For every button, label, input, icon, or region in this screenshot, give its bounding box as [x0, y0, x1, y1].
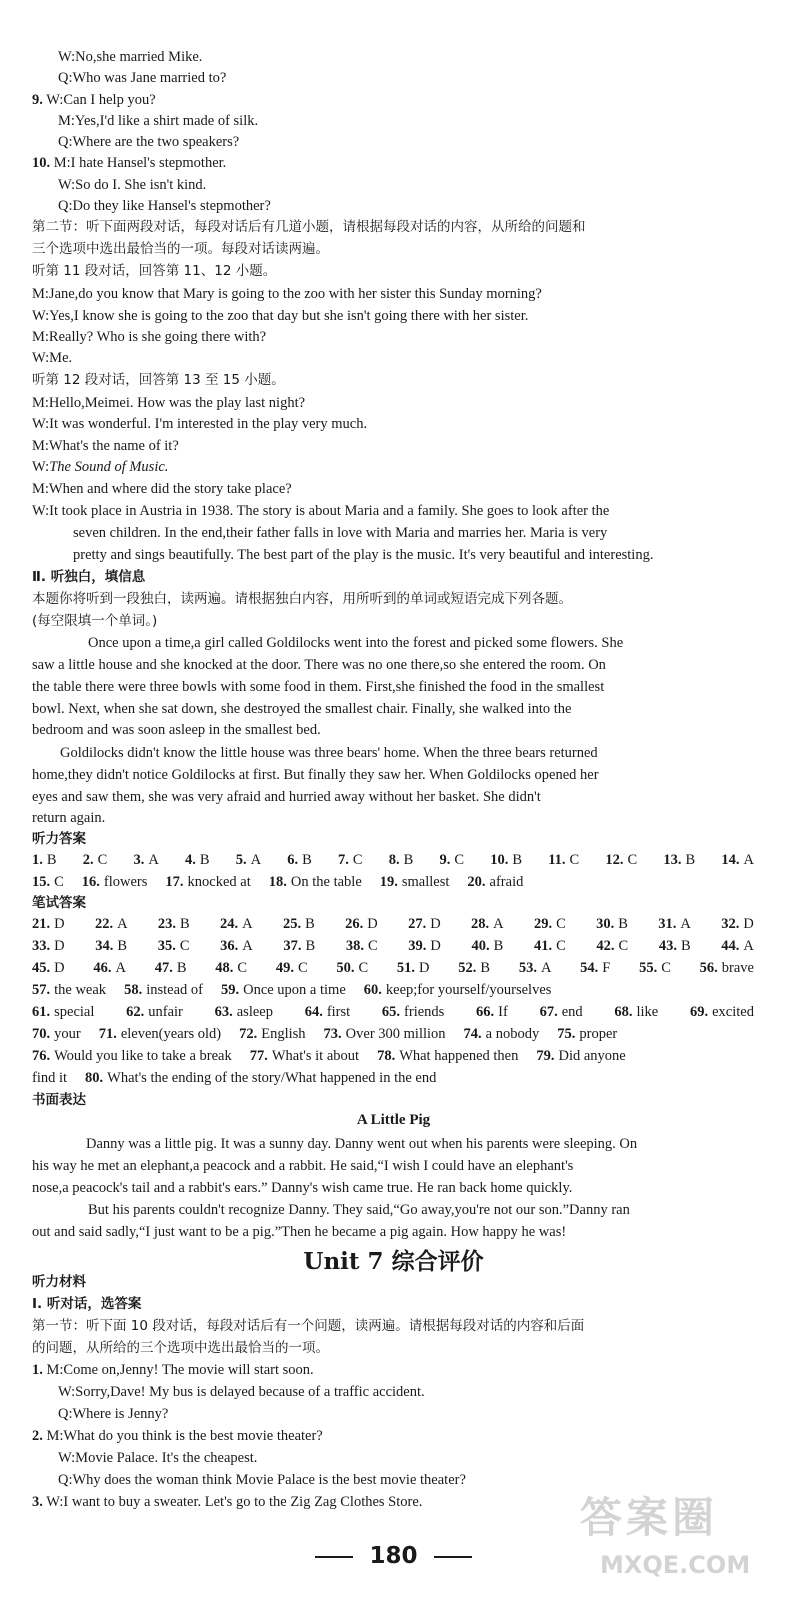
- text-line: Q:Do they like Hansel's stepmother?: [58, 198, 271, 214]
- listening-answer-row: [32, 850, 754, 870]
- answer-item: 30. B: [596, 916, 628, 932]
- answer-item: 19. smallest: [379, 874, 450, 890]
- answer-item: 43. B: [658, 938, 691, 954]
- text-line: M:Yes,I'd like a shirt made of silk.: [58, 113, 259, 129]
- answer-item: 24. A: [220, 916, 253, 932]
- watermark-url: MXQE.COM: [600, 1551, 751, 1579]
- page-number-dash-right: [434, 1556, 472, 1558]
- section-heading: 听力答案: [32, 831, 86, 847]
- written-answer-row: [32, 914, 754, 934]
- answer-item: 60. keep;for yourself/yourselves: [363, 982, 552, 998]
- text-line: 2. M:What do you think is the best movie theater?: [32, 1428, 323, 1444]
- answer-item: 8. B: [388, 852, 414, 868]
- answer-item: 48. C: [215, 960, 248, 976]
- section-heading: 笔试答案: [32, 895, 86, 911]
- text-line: 3. W:I want to buy a sweater. Let's go to the Zig Zag Clothes Store.: [32, 1494, 423, 1510]
- answer-item: 20. afraid: [467, 874, 524, 890]
- answer-item: 63. asleep: [214, 1004, 273, 1020]
- answer-item: 58. instead of: [124, 982, 203, 998]
- watermark-logo: [560, 1485, 780, 1595]
- text-line: 第一节：听下面 10 段对话，每段对话后有一个问题，读两遍。请根据每段对话的内容和后面: [32, 1318, 585, 1334]
- text-line: Danny was a little pig. It was a sunny day. Danny went out when his parents were sleeping. On: [86, 1136, 638, 1152]
- text-line: 听第 11 段对话，回答第 11、12 小题。: [32, 263, 277, 279]
- text-line: Once upon a time,a girl called Goldilocks went into the forest and picked some flowers. She: [88, 635, 624, 651]
- text-line: W:Movie Palace. It's the cheapest.: [58, 1450, 258, 1466]
- answer-item: 74. a nobody: [463, 1026, 540, 1042]
- answer-item: 5. A: [235, 852, 262, 868]
- answer-item: 39. D: [408, 938, 441, 954]
- answer-item: 21. D: [32, 916, 65, 932]
- written-answer-row: [32, 1002, 754, 1022]
- written-answer-row: [32, 936, 754, 956]
- answer-item: 10. B: [490, 852, 523, 868]
- answer-item: 59. Once upon a time: [220, 982, 346, 998]
- answer-item: 15. C: [32, 874, 64, 890]
- answer-item: 72. English: [239, 1026, 306, 1042]
- answer-item: 29. C: [534, 916, 566, 932]
- answer-item: 12. C: [605, 852, 638, 868]
- text-line: nose,a peacock's tail and a rabbit's ears.” Danny's wish came true. He ran back home quickly.: [32, 1180, 573, 1196]
- answer-item: 11. C: [548, 852, 580, 868]
- answer-item: 64. first: [304, 1004, 351, 1020]
- answer-item: 27. D: [408, 916, 441, 932]
- text-line: the table there were three bowls with some food in them. First,she finished the food in the smallest: [32, 679, 605, 695]
- answer-item: 22. A: [94, 916, 128, 932]
- answer-item: 34. B: [95, 938, 128, 954]
- section-heading: 书面表达: [32, 1092, 86, 1108]
- text-line: 10. M:I hate Hansel's stepmother.: [32, 155, 227, 171]
- answer-item: 67. end: [539, 1004, 583, 1020]
- answer-item: 52. B: [458, 960, 491, 976]
- listening-answer-row: [32, 872, 754, 892]
- answer-item: 28. A: [471, 916, 504, 932]
- text-line: return again.: [32, 810, 106, 826]
- text-line: saw a little house and she knocked at the door. There was no one there,so she entered the room. On: [32, 657, 606, 673]
- answer-item: 46. A: [93, 960, 126, 976]
- answer-item: 66. If: [476, 1004, 508, 1020]
- answer-item: 78. What happened then: [377, 1048, 519, 1064]
- written-answer-row: [32, 1068, 754, 1088]
- answer-item: 77. What's it about: [249, 1048, 360, 1064]
- text-line: 听第 12 段对话，回答第 13 至 15 小题。: [32, 372, 285, 388]
- answer-item: 17. knocked at: [165, 874, 251, 890]
- answer-item: 1. B: [32, 852, 57, 868]
- answer-item: 32. D: [721, 916, 754, 932]
- text-line: home,they didn't notice Goldilocks at first. But finally they saw her. When Goldilocks opened her: [32, 767, 599, 783]
- written-answer-row: [32, 958, 754, 978]
- answer-item: 71. eleven(years old): [98, 1026, 222, 1042]
- text-line: Q:Where are the two speakers?: [58, 134, 240, 150]
- text-line: Q:Why does the woman think Movie Palace is the best movie theater?: [58, 1472, 466, 1488]
- text-line: W:It took place in Austria in 1938. The story is about Maria and a family. She goes to look after the: [32, 503, 610, 519]
- answer-item: 50. C: [336, 960, 369, 976]
- answer-item: 44. A: [721, 938, 754, 954]
- answer-item: 73. Over 300 million: [323, 1026, 446, 1042]
- page-number-text: 180: [369, 1543, 418, 1569]
- answer-item: 35. C: [157, 938, 190, 954]
- answer-item: 62. unfair: [126, 1004, 183, 1020]
- answer-item: 31. A: [658, 916, 691, 932]
- text-line: M:Hello,Meimei. How was the play last night?: [32, 395, 306, 411]
- text-line: Q:Where is Jenny?: [58, 1406, 169, 1422]
- unit-title: Unit 7 综合评价: [303, 1248, 484, 1275]
- text-line: W:No,she married Mike.: [58, 49, 203, 65]
- answer-item: 54. F: [580, 960, 611, 976]
- text-line: eyes and saw them, she was very afraid and hurried away without her basket. She didn't: [32, 789, 541, 805]
- text-line: M:Jane,do you know that Mary is going to the zoo with her sister this Sunday morning?: [32, 286, 542, 302]
- answer-item: 51. D: [396, 960, 430, 976]
- answer-item: 40. B: [471, 938, 504, 954]
- answer-item: 23. B: [157, 916, 190, 932]
- text-line: 9. W:Can I help you?: [32, 92, 156, 108]
- text-line: 的问题，从所给的三个选项中选出最恰当的一项。: [32, 1340, 329, 1356]
- answer-item: 76. Would you like to take a break: [32, 1048, 232, 1064]
- answer-item: 6. B: [287, 852, 312, 868]
- text-line: seven children. In the end,their father falls in love with Maria and marries her. Maria is very: [73, 525, 608, 541]
- answer-item: 70. your: [32, 1026, 81, 1042]
- answer-item: 57. the weak: [32, 982, 107, 998]
- text-line: M:What's the name of it?: [32, 438, 179, 454]
- written-answer-row: [32, 1024, 754, 1044]
- answer-item: 55. C: [639, 960, 671, 976]
- text-line: W:Yes,I know she is going to the zoo that day but she isn't going there with her sister.: [32, 308, 529, 324]
- text-line: bowl. Next, when she sat down, she destroyed the smallest chair. Finally, she walked into the: [32, 701, 572, 717]
- section-heading: Ⅱ. 听独白，填信息: [32, 569, 146, 585]
- essay-title: A Little Pig: [356, 1112, 431, 1128]
- answer-item: 75. proper: [557, 1026, 618, 1042]
- text-line: Q:Who was Jane married to?: [58, 70, 227, 86]
- section-heading: 听力材料: [32, 1274, 86, 1290]
- answer-item: find it: [32, 1070, 68, 1086]
- answer-item: 25. B: [283, 916, 315, 932]
- answer-item: 18. On the table: [268, 874, 362, 890]
- written-answer-row: [32, 1046, 754, 1066]
- text-line: bedroom and was soon asleep in the smallest bed.: [32, 722, 321, 738]
- answer-item: 42. C: [596, 938, 629, 954]
- answer-item: 14. A: [721, 852, 754, 868]
- text-line: M:When and where did the story take place?: [32, 481, 292, 497]
- answer-item: 4. B: [185, 852, 210, 868]
- text-line: W:It was wonderful. I'm interested in the play very much.: [32, 416, 368, 432]
- answer-item: 33. D: [32, 938, 65, 954]
- page-number-dash-left: [315, 1556, 353, 1558]
- text-line: his way he met an elephant,a peacock and a rabbit. He said,“I wish I could have an elephant's: [32, 1158, 574, 1174]
- answer-item: 3. A: [133, 852, 159, 868]
- answer-item: 80. What's the ending of the story/What happened in the end: [85, 1070, 437, 1086]
- text-line: 第二节：听下面两段对话，每段对话后有几道小题，请根据每段对话的内容，从所给的问题和: [32, 219, 586, 235]
- text-line: out and said sadly,“I just want to be a pig.”Then he became a pig again. How happy he was!: [32, 1224, 567, 1240]
- text-line: W:Sorry,Dave! My bus is delayed because of a traffic accident.: [58, 1384, 425, 1400]
- text-line: Goldilocks didn't know the little house was three bears' home. When the three bears returned: [60, 745, 598, 761]
- answer-item: 79. Did anyone: [536, 1048, 626, 1064]
- answer-item: 38. C: [345, 938, 378, 954]
- text-line: 三个选项中选出最恰当的一项。每段对话读两遍。: [32, 241, 329, 257]
- answer-item: 49. C: [275, 960, 308, 976]
- answer-item: 36. A: [220, 938, 253, 954]
- answer-item: 41. C: [533, 938, 566, 954]
- answer-item: 68. like: [614, 1004, 659, 1020]
- answer-item: 65. friends: [381, 1004, 445, 1020]
- written-answer-row: [32, 980, 754, 1000]
- answer-item: 37. B: [283, 938, 316, 954]
- answer-item: 69. excited: [689, 1004, 754, 1020]
- text-line: 1. M:Come on,Jenny! The movie will start soon.: [32, 1362, 314, 1378]
- text-line: 本题你将听到一段独白，读两遍。请根据独白内容，用所听到的单词或短语完成下列各题。: [32, 591, 572, 607]
- answer-item: 47. B: [154, 960, 187, 976]
- answer-item: 56. brave: [699, 960, 754, 976]
- text-line: (每空限填一个单词。): [32, 613, 158, 629]
- answer-item: 61. special: [32, 1004, 95, 1020]
- answer-item: 2. C: [82, 852, 108, 868]
- text-line: But his parents couldn't recognize Danny. They said,“Go away,you're not our son.”Danny ran: [88, 1202, 630, 1218]
- text-line: W:So do I. She isn't kind.: [58, 177, 207, 193]
- answer-item: 9. C: [439, 852, 465, 868]
- watermark-text: 答案圈: [580, 1493, 719, 1542]
- answer-item: 53. A: [518, 960, 552, 976]
- answer-item: 7. C: [338, 852, 363, 868]
- section-heading: Ⅰ. 听对话，选答案: [32, 1296, 142, 1312]
- text-line: W:Me.: [32, 350, 73, 366]
- text-line: W:The Sound of Music.: [32, 459, 169, 475]
- text-line: pretty and sings beautifully. The best part of the play is the music. It's very beautiful and interesting.: [73, 547, 654, 563]
- answer-item: 16. flowers: [81, 874, 148, 890]
- text-line: M:Really? Who is she going there with?: [32, 329, 267, 345]
- answer-item: 26. D: [345, 916, 378, 932]
- answer-item: 45. D: [32, 960, 65, 976]
- answer-item: 13. B: [663, 852, 696, 868]
